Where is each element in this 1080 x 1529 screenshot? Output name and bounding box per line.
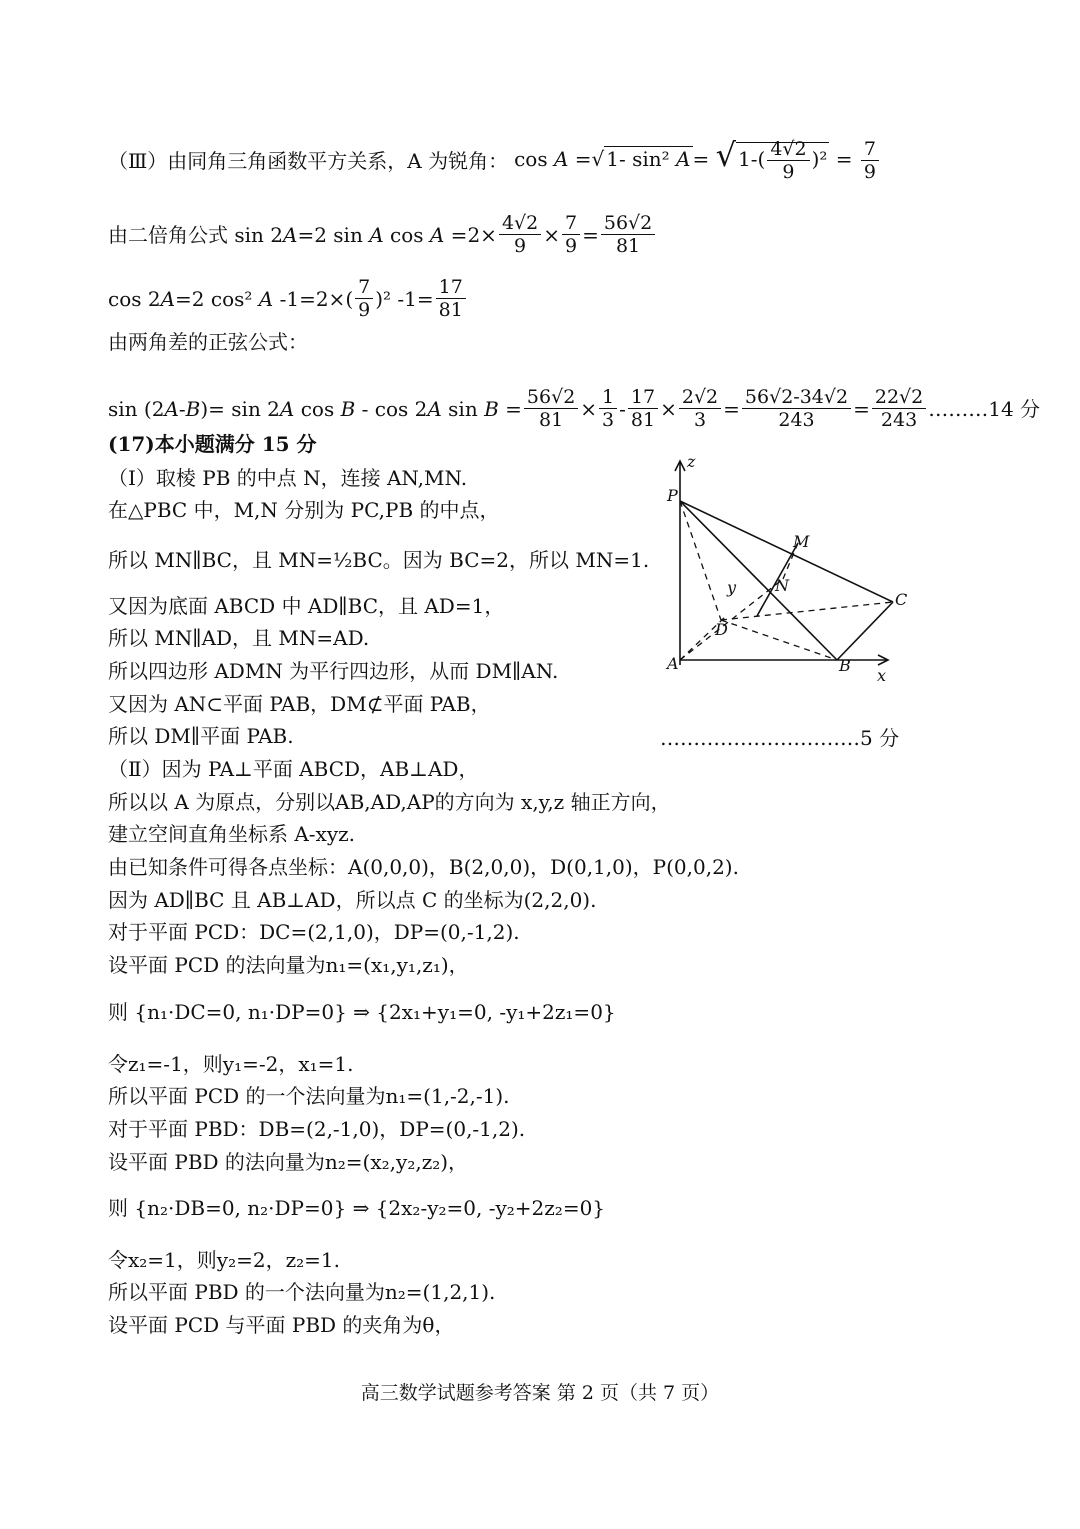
q17-p2-line: 设平面 PCD 的法向量为n₁=(x₁,y₁,z₁)， [108, 953, 469, 977]
p3-line2: 由二倍角公式 sin 2A=2 sin A cos A =2× $\frac{4√2}{9}$ × $\frac{7}{9}$ = $\frac{56√2}{81}$ [108, 212, 657, 257]
q17-p2-system: 则 {n₂·DB=0, n₂·DP=0} ⇒ {2x₂-y₂=0, -y₂+2z₂=0} [108, 1196, 606, 1220]
q17-p1-line: 又因为 AN⊂平面 PAB，DM⊄平面 PAB， [108, 692, 491, 716]
p3-cosA: cos A =√ 1- sin² A = √ 1-( $\frac{4√2}{9}$ )² = $\frac{7}{9}$ [514, 138, 881, 183]
score-14: ………14 分 [928, 396, 1041, 421]
score-5: …………………………5 分 [660, 726, 900, 750]
edge-BC [837, 602, 893, 660]
q17-p2-line: 因为 AD∥BC 且 AB⊥AD，所以点 C 的坐标为(2,2,0). [108, 888, 597, 912]
q17-p2-system: 则 {n₁·DC=0, n₁·DP=0} ⇒ {2x₁+y₁=0, -y₁+2z₁=0} [108, 1000, 616, 1024]
q17-p2-line: 对于平面 PCD：DC=(2,1,0)，DP=(0,-1,2). [108, 920, 520, 944]
q17-p1-line: 所以 DM∥平面 PAB. [108, 724, 294, 748]
label-x: x [877, 666, 887, 685]
q17-p2-line: 由已知条件可得各点坐标：A(0,0,0)，B(2,0,0)，D(0,1,0)，P(0,0,2). [108, 855, 739, 879]
q17-p1-line: 所以四边形 ADMN 为平行四边形，从而 DM∥AN. [108, 659, 559, 683]
p3-line3: cos 2A=2 cos² A -1=2×( $\frac{7}{9}$ )² -1= $\frac{17}{81}$ [108, 276, 468, 321]
q17-heading: (17)本小题满分 15 分 [108, 432, 317, 456]
q17-p1-line: 所以 MN∥AD，且 MN=AD. [108, 626, 370, 650]
page-footer: 高三数学试题参考答案 第 2 页（共 7 页） [360, 1382, 720, 1404]
edge-DB [721, 620, 837, 660]
q17-p1-line: （Ⅰ）取棱 PB 的中点 N，连接 AN,MN. [108, 466, 468, 490]
label-y: y [727, 578, 737, 597]
q17-p1-line: 所以 MN∥BC，且 MN=½BC。因为 BC=2，所以 MN=1. [108, 548, 650, 572]
label-N: N [775, 576, 789, 595]
p3-line1 [108, 138, 881, 183]
label-M: M [793, 532, 810, 551]
q17-p2-line: 对于平面 PBD：DB=(2,-1,0)，DP=(0,-1,2). [108, 1117, 526, 1141]
p3-line4: 由两角差的正弦公式： [108, 330, 308, 354]
p3-line5: sin (2A-B)= sin 2A cos B - cos 2A sin B = $\frac{56√2}{81}$ × $\frac{1}{3}$ - $\frac{17}{81}$ × $\frac{2√2}{3}$ = $\frac{56√2-34√2}{243}$ = $\frac{22√2}{243}$ ………14 分 [108, 386, 1041, 431]
label-A: A [667, 654, 679, 673]
q17-p1-line: 又因为底面 ABCD 中 AD∥BC，且 AD=1， [108, 594, 505, 618]
label-D: D [715, 620, 728, 639]
q17-p1-line: 在△PBC 中，M,N 分别为 PC,PB 的中点， [108, 498, 500, 522]
edge-PB [680, 501, 837, 660]
p3-intro: （Ⅲ）由同角三角函数平方关系，A 为锐角： [108, 148, 509, 173]
label-C: C [895, 590, 908, 609]
edge-PD [680, 501, 721, 620]
label-B: B [839, 656, 851, 675]
q17-p2-line: 所以以 A 为原点，分别以AB,AD,AP的方向为 x,y,z 轴正方向， [108, 790, 671, 814]
pyramid-figure [665, 452, 908, 685]
label-P: P [667, 486, 678, 505]
q17-p2-line: 建立空间直角坐标系 A-xyz. [108, 822, 356, 846]
q17-p2-line: 设平面 PBD 的法向量为n₂=(x₂,y₂,z₂)， [108, 1150, 469, 1174]
q17-p2-line: 令z₁=-1，则y₁=-2，x₁=1. [108, 1052, 354, 1076]
q17-p2-line: 设平面 PCD 与平面 PBD 的夹角为θ， [108, 1313, 455, 1337]
label-z: z [687, 452, 696, 471]
q17-p2-line: 所以平面 PCD 的一个法向量为n₁=(1,-2,-1). [108, 1084, 510, 1108]
q17-p2-line: 令x₂=1，则y₂=2，z₂=1. [108, 1248, 340, 1272]
q17-p2-line: （Ⅱ）因为 PA⊥平面 ABCD，AB⊥AD， [108, 757, 479, 781]
q17-p2-line: 所以平面 PBD 的一个法向量为n₂=(1,2,1). [108, 1280, 496, 1304]
edge-DC [721, 602, 893, 620]
